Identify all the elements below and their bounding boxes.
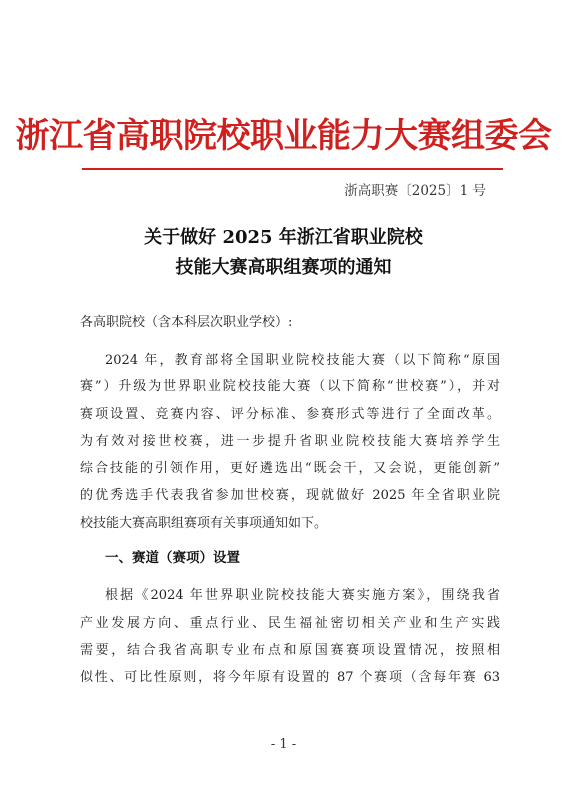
paragraph-1-line: 综合技能的引领作用，更好遴选出“既会干，又会说，更能创新” (80, 461, 500, 476)
paragraph-1-line: 赛”）升级为世界职业院校技能大赛（以下简称“世校赛”），并对 (80, 379, 500, 394)
document-title-line-2: 技能大赛高职组赛项的通知 (175, 257, 392, 278)
section-1-heading: 一、赛道（赛项）设置 (105, 550, 240, 566)
document-number: 浙高职赛〔2025〕1 号 (344, 183, 486, 199)
paragraph-2-line: 产业发展方向、重点行业、民生福祉密切相关产业和生产实践 (80, 616, 500, 631)
paragraph-2-line: 需要，结合我省高职专业布点和原国赛赛项设置情况，按照相 (80, 643, 500, 658)
salutation: 各高职院校（含本科层次职业学校）: (80, 315, 293, 330)
paragraph-1-line: 校技能大赛高职组赛项有关事项通知如下。 (80, 516, 328, 531)
page-number: - 1 - (270, 737, 297, 752)
paragraph-1-line: 赛项设置、竞赛内容、评分标准、参赛形式等进行了全面改革。 (80, 407, 500, 422)
paragraph-1-line: 2024 年，教育部将全国职业院校技能大赛（以下简称“原国 (105, 353, 500, 368)
paragraph-1-line: 的优秀选手代表我省参加世校赛，现就做好 2025 年全省职业院 (80, 488, 500, 503)
paragraph-2-line: 似性、可比性原则，将今年原有设置的 87 个赛项（含每年赛 63 (80, 670, 500, 685)
red-header-rule (82, 168, 503, 170)
document-title-line-1: 关于做好 2025 年浙江省职业院校 (144, 227, 423, 248)
paragraph-2-line: 根据《2024 年世界职业院校技能大赛实施方案》，围绕我省 (105, 588, 500, 603)
paragraph-1-line: 为有效对接世校赛，进一步提升省职业院校技能大赛培养学生 (80, 434, 500, 449)
issuing-organization-title: 浙江省高职院校职业能力大赛组委会 (15, 116, 552, 156)
